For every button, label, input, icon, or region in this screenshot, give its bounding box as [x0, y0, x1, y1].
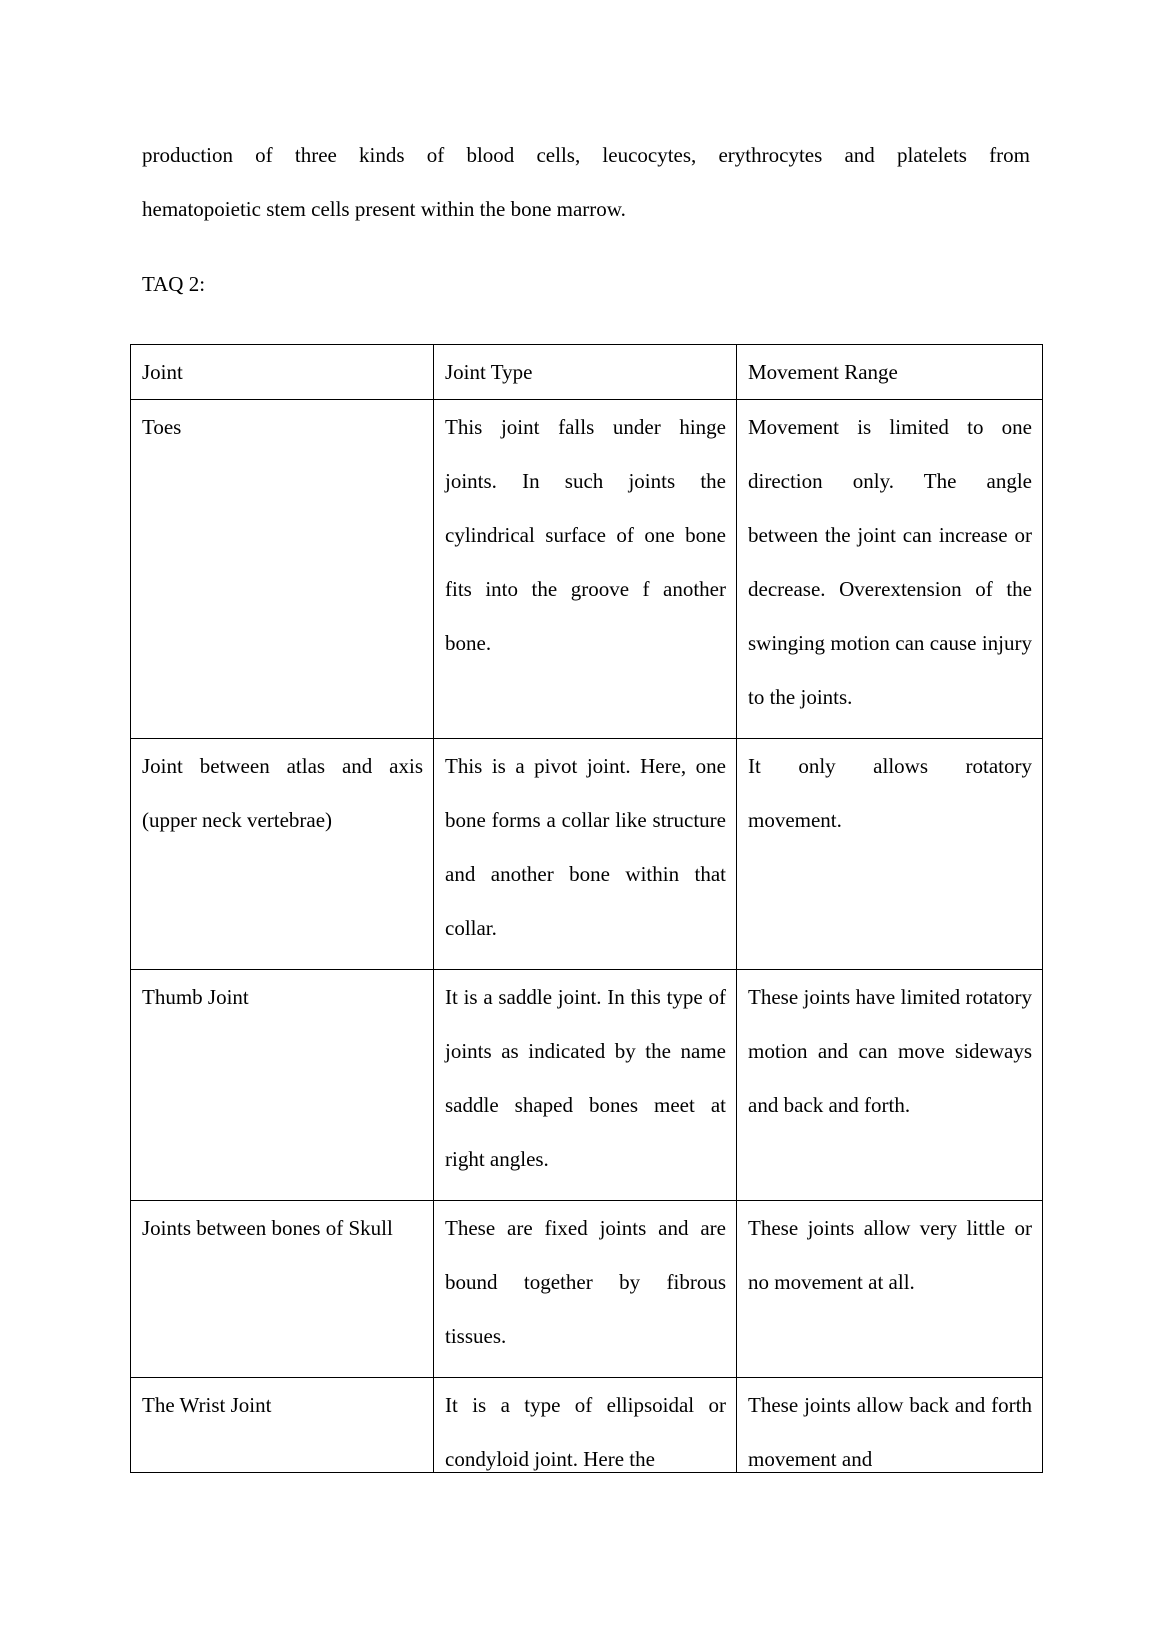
cell-joint: The Wrist Joint [131, 1378, 434, 1473]
column-header-joint-type: Joint Type [434, 345, 737, 400]
cell-movement-range: These joints allow back and forth movement and [737, 1378, 1043, 1473]
cell-movement-range: These joints have limited rotatory motion and can move sideways and back and forth. [737, 970, 1043, 1201]
table-row [131, 1378, 1043, 1473]
cell-joint-type: This is a pivot joint. Here, one bone forms a collar like structure and another bone within that collar. [434, 739, 737, 970]
table-header-row [131, 345, 1043, 400]
table-row [131, 400, 1043, 739]
cell-joint-type: It is a type of ellipsoidal or condyloid joint. Here the [434, 1378, 737, 1473]
table-row [131, 1201, 1043, 1378]
table-row [131, 739, 1043, 970]
cell-joint-type: This joint falls under hinge joints. In such joints the cylindrical surface of one bone fits into the groove f another bone. [434, 400, 737, 739]
cell-movement-range: These joints allow very little or no movement at all. [737, 1201, 1043, 1378]
intro-line-2: hematopoietic stem cells present within the bone marrow. [142, 197, 626, 221]
cell-joint: Joints between bones of Skull [131, 1201, 434, 1378]
cell-joint: Toes [131, 400, 434, 739]
cell-joint-type: It is a saddle joint. In this type of joints as indicated by the name saddle shaped bones meet at right angles. [434, 970, 737, 1201]
cell-movement-range: Movement is limited to one direction only. The angle between the joint can increase or decrease. Overextension of the swinging motion can cause injury to the joints. [737, 400, 1043, 739]
intro-line-1: production of three kinds of blood cells, leucocytes, erythrocytes and platelets from [142, 143, 1030, 167]
cell-joint: Joint between atlas and axis (upper neck vertebrae) [131, 739, 434, 970]
column-header-movement-range: Movement Range [737, 345, 1043, 400]
section-heading: TAQ 2: [142, 272, 206, 296]
table-row [131, 970, 1043, 1201]
cell-joint-type: These are fixed joints and are bound together by fibrous tissues. [434, 1201, 737, 1378]
cell-joint: Thumb Joint [131, 970, 434, 1201]
intro-paragraph [142, 128, 1030, 236]
cell-movement-range: It only allows rotatory movement. [737, 739, 1043, 970]
column-header-joint: Joint [131, 345, 434, 400]
joints-table [130, 344, 1043, 1473]
